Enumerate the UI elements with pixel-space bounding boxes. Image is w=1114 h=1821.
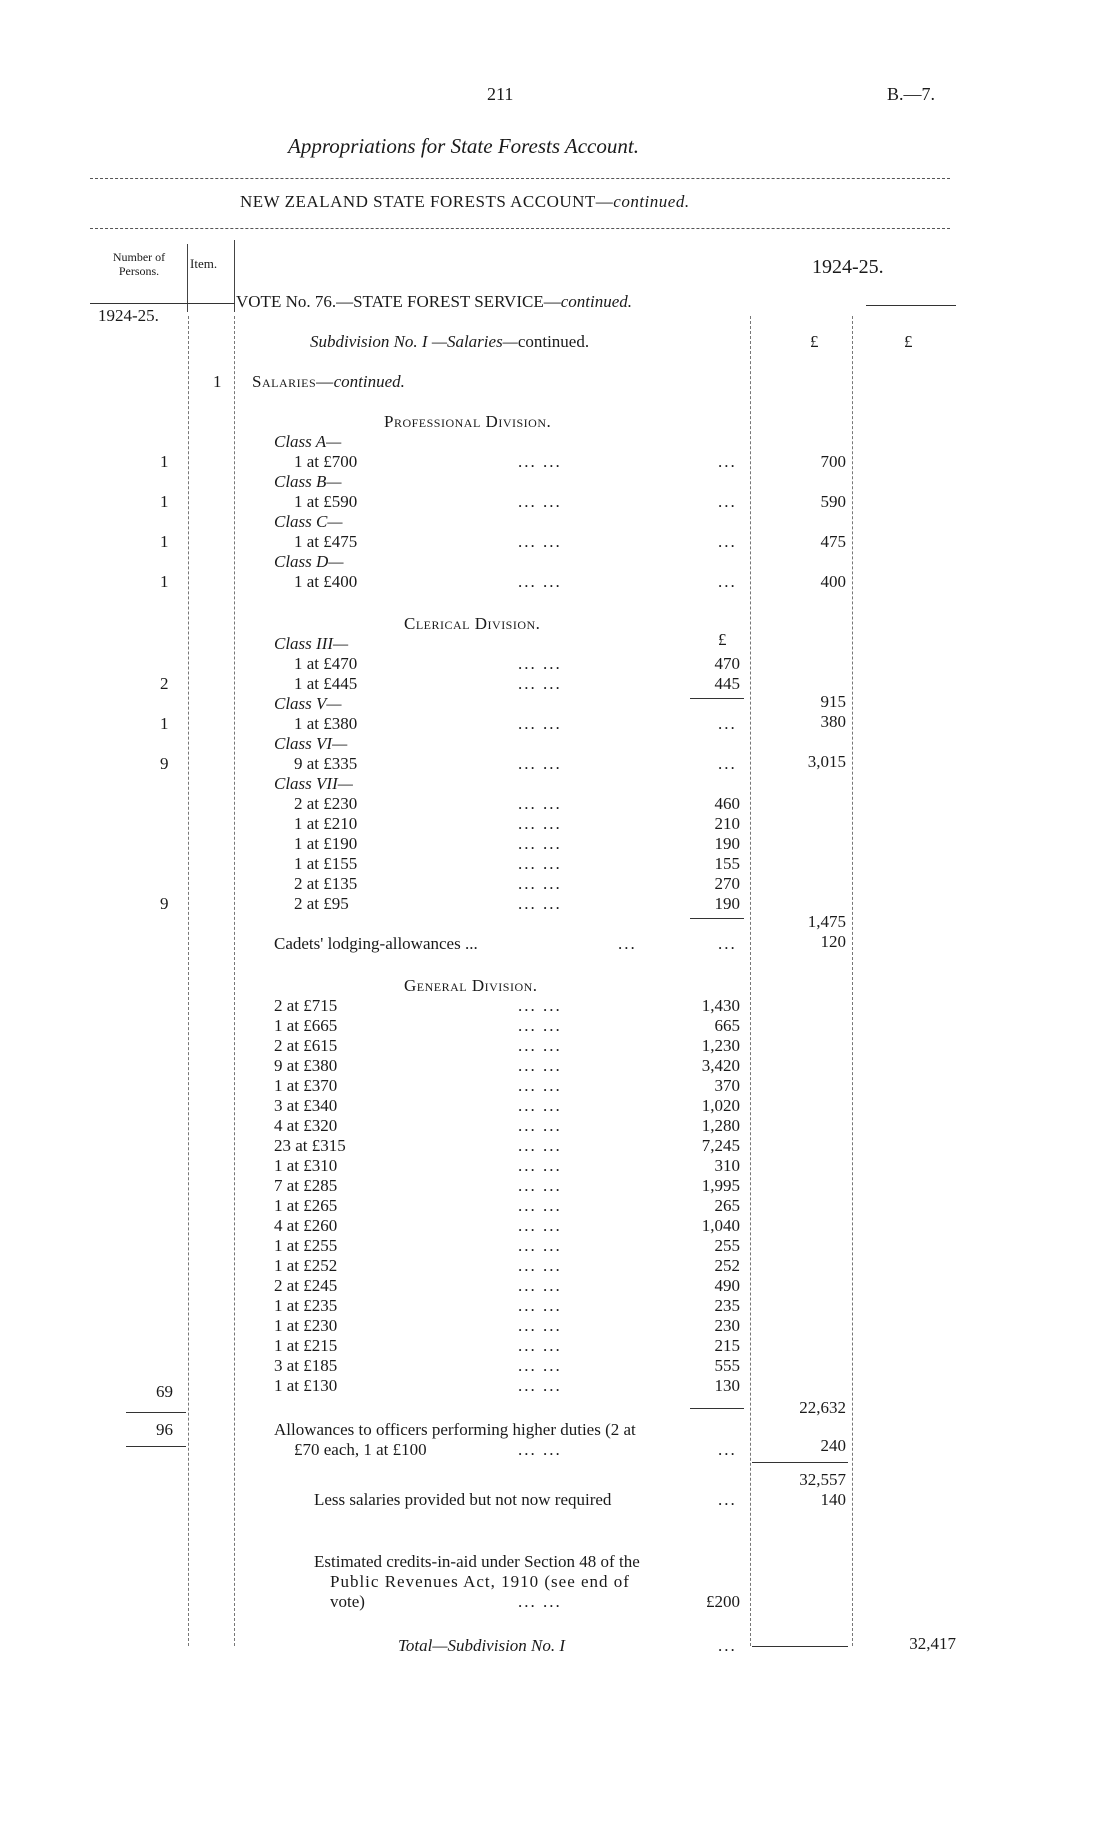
- class-total: 22,632: [799, 1398, 846, 1417]
- class-total: 1,475: [807, 912, 846, 931]
- leader-dots: ... ...: [518, 1296, 562, 1315]
- item-header: Item.: [190, 256, 218, 271]
- line-value: 1,230: [701, 1036, 740, 1055]
- salary-line: 1 at £155: [294, 854, 358, 873]
- rule: [752, 1646, 848, 1647]
- persons-count: 1: [160, 452, 169, 471]
- leader-dots: ...: [618, 934, 637, 953]
- salary-line: 2 at £715: [274, 996, 338, 1015]
- salary-line: 2 at £95: [294, 894, 349, 913]
- credits-label: Public Revenues Act, 1910 (see end of: [330, 1572, 630, 1591]
- leader-dots: ... ...: [518, 1216, 562, 1235]
- class-total: 400: [820, 572, 846, 591]
- line-value: 470: [714, 654, 740, 673]
- salary-line: 9 at £335: [294, 754, 358, 773]
- leader-dots: ... ...: [518, 1376, 562, 1395]
- persons-count: 1: [160, 532, 169, 551]
- persons-count: 2: [160, 674, 169, 693]
- persons-count: 1: [160, 492, 169, 511]
- rule: [752, 1462, 848, 1463]
- leader-dots: ...: [718, 934, 737, 953]
- leader-dots: ... ...: [518, 754, 562, 773]
- leader-dots: ... ...: [518, 1356, 562, 1375]
- leader-dots: ...: [718, 1440, 737, 1459]
- salary-line: 1 at £445: [294, 674, 358, 693]
- salary-line: 1 at £590: [294, 492, 358, 511]
- salary-line: 9 at £380: [274, 1056, 338, 1075]
- line-value: 1,995: [701, 1176, 740, 1195]
- cadets-label: Cadets' lodging-allowances ...: [274, 934, 478, 953]
- leader-dots: ... ...: [518, 1336, 562, 1355]
- salary-line: 2 at £135: [294, 874, 358, 893]
- year-header: 1924-25.: [812, 256, 884, 278]
- salary-line: 1 at £210: [294, 814, 358, 833]
- line-value: 190: [714, 894, 740, 913]
- class-total: 700: [820, 452, 846, 471]
- salary-line: 1 at £665: [274, 1016, 338, 1035]
- account-heading: NEW ZEALAND STATE FORESTS ACCOUNT—continued.: [240, 192, 690, 211]
- leader-dots: ...: [718, 714, 737, 733]
- line-value: 235: [714, 1296, 740, 1315]
- rule: [90, 303, 235, 304]
- salary-line: 1 at £400: [294, 572, 358, 591]
- rule: [750, 316, 751, 1646]
- leader-dots: ... ...: [518, 654, 562, 673]
- leader-dots: ... ...: [518, 1256, 562, 1275]
- salary-line: 1 at £235: [274, 1296, 338, 1315]
- leader-dots: ... ...: [518, 1096, 562, 1115]
- leader-dots: ... ...: [518, 1076, 562, 1095]
- salary-line: 2 at £615: [274, 1036, 338, 1055]
- page-number: 211: [487, 84, 514, 104]
- salary-line: 1 at £700: [294, 452, 358, 471]
- salary-line: 1 at £255: [274, 1236, 338, 1255]
- leader-dots: ... ...: [518, 794, 562, 813]
- salary-line: 1 at £265: [274, 1196, 338, 1215]
- line-value: 665: [714, 1016, 740, 1035]
- line-value: 270: [714, 874, 740, 893]
- pound-sign: £: [904, 332, 913, 351]
- leader-dots: ... ...: [518, 572, 562, 591]
- rule: [126, 1412, 186, 1413]
- total-label: Total—Subdivision No. I: [398, 1636, 566, 1655]
- rule: [188, 316, 189, 1646]
- class-label: Class C—: [274, 512, 343, 531]
- rule: [90, 228, 950, 229]
- line-value: 210: [714, 814, 740, 833]
- grand-total: 32,417: [909, 1634, 956, 1653]
- salary-line: 1 at £470: [294, 654, 358, 673]
- leader-dots: ... ...: [518, 1316, 562, 1335]
- line-value: 1,020: [701, 1096, 740, 1115]
- salary-line: 2 at £230: [294, 794, 358, 813]
- subtotal: 32,557: [799, 1470, 846, 1489]
- salary-line: 1 at £252: [274, 1256, 338, 1275]
- line-value: 445: [714, 674, 740, 693]
- line-value: 1,280: [701, 1116, 740, 1135]
- rule: [866, 305, 956, 306]
- pound-sign: £: [718, 630, 727, 649]
- item-number: 1: [213, 372, 222, 391]
- line-value: 7,245: [701, 1136, 740, 1155]
- document-reference: B.—7.: [887, 84, 936, 104]
- salary-line: 1 at £370: [274, 1076, 338, 1095]
- class-label: Class V—: [274, 694, 342, 713]
- salary-line: 3 at £185: [274, 1356, 338, 1375]
- class-total: 120: [820, 932, 846, 951]
- salary-line: 4 at £320: [274, 1116, 338, 1135]
- line-value: 3,420: [701, 1056, 740, 1075]
- clerical-division-heading: Clerical Division.: [404, 614, 541, 633]
- persons-count: 9: [160, 894, 169, 913]
- leader-dots: ... ...: [518, 1136, 562, 1155]
- line-value: 370: [714, 1076, 740, 1095]
- class-label: Class VI—: [274, 734, 348, 753]
- leader-dots: ... ...: [518, 674, 562, 693]
- leader-dots: ... ...: [518, 1016, 562, 1035]
- less-salaries-label: Less salaries provided but not now required: [314, 1490, 612, 1509]
- line-value: 1,040: [701, 1216, 740, 1235]
- line-value: 230: [714, 1316, 740, 1335]
- line-value: 190: [714, 834, 740, 853]
- persons-count: 69: [156, 1382, 173, 1401]
- line-value: 555: [714, 1356, 740, 1375]
- leader-dots: ... ...: [518, 1196, 562, 1215]
- leader-dots: ...: [718, 492, 737, 511]
- leader-dots: ... ...: [518, 1156, 562, 1175]
- leader-dots: ... ...: [518, 834, 562, 853]
- leader-dots: ... ...: [518, 854, 562, 873]
- credits-label: vote): [330, 1592, 365, 1611]
- class-total: 590: [820, 492, 846, 511]
- rule: [234, 316, 235, 1646]
- leader-dots: ... ...: [518, 1056, 562, 1075]
- leader-dots: ...: [718, 572, 737, 591]
- class-total: 240: [820, 1436, 846, 1455]
- line-value: 460: [714, 794, 740, 813]
- rule: [852, 316, 853, 1646]
- class-total: 915: [820, 692, 846, 711]
- leader-dots: ...: [718, 754, 737, 773]
- professional-division-heading: Professional Division.: [384, 412, 552, 431]
- line-value: 130: [714, 1376, 740, 1395]
- leader-dots: ... ...: [518, 814, 562, 833]
- persons-count: 1: [160, 714, 169, 733]
- salary-line: 1 at £230: [274, 1316, 338, 1335]
- leader-dots: ... ...: [518, 1276, 562, 1295]
- leader-dots: ... ...: [518, 1176, 562, 1195]
- salary-line: 3 at £340: [274, 1096, 338, 1115]
- class-total: 380: [820, 712, 846, 731]
- allowances-label: Allowances to officers performing higher duties (2 at: [274, 1420, 636, 1439]
- line-value: 265: [714, 1196, 740, 1215]
- line-value: 310: [714, 1156, 740, 1175]
- leader-dots: ... ...: [518, 1116, 562, 1135]
- rule: [187, 244, 188, 312]
- class-label: Class A—: [274, 432, 342, 451]
- line-value: 1,430: [701, 996, 740, 1015]
- leader-dots: ... ...: [518, 532, 562, 551]
- leader-dots: ...: [718, 1490, 737, 1509]
- line-value: 155: [714, 854, 740, 873]
- rule: [90, 178, 950, 179]
- persons-total: 96: [156, 1420, 173, 1439]
- salary-line: 1 at £475: [294, 532, 358, 551]
- subdivision-heading: Subdivision No. I —Salaries—continued.: [310, 332, 590, 351]
- salary-line: 23 at £315: [274, 1136, 346, 1155]
- leader-dots: ... ...: [518, 492, 562, 511]
- leader-dots: ...: [718, 532, 737, 551]
- leader-dots: ... ...: [518, 452, 562, 471]
- number-of-persons-header: Number of Persons.: [112, 250, 166, 278]
- page-title: Appropriations for State Forests Account.: [288, 134, 639, 158]
- pound-sign: £: [810, 332, 819, 351]
- persons-year-header: 1924-25.: [98, 306, 159, 325]
- salary-line: 1 at £310: [274, 1156, 338, 1175]
- credits-label: Estimated credits-in-aid under Section 48 of the: [314, 1552, 640, 1571]
- salary-line: 4 at £260: [274, 1216, 338, 1235]
- leader-dots: ...: [718, 1636, 737, 1655]
- class-total: 475: [820, 532, 846, 551]
- leader-dots: ... ...: [518, 1592, 562, 1611]
- class-label: Class D—: [274, 552, 344, 571]
- allowances-label: £70 each, 1 at £100: [294, 1440, 427, 1459]
- salary-line: 1 at £380: [294, 714, 358, 733]
- line-value: 255: [714, 1236, 740, 1255]
- class-label: Class III—: [274, 634, 349, 653]
- persons-count: 9: [160, 754, 169, 773]
- line-value: 252: [714, 1256, 740, 1275]
- class-label: Class B—: [274, 472, 342, 491]
- class-total: 3,015: [807, 752, 846, 771]
- less-value: 140: [820, 1490, 846, 1509]
- leader-dots: ...: [718, 452, 737, 471]
- salary-line: 1 at £215: [274, 1336, 338, 1355]
- salary-line: 7 at £285: [274, 1176, 338, 1195]
- rule: [690, 918, 744, 919]
- rule: [126, 1446, 186, 1447]
- leader-dots: ... ...: [518, 1440, 562, 1459]
- leader-dots: ... ...: [518, 1036, 562, 1055]
- leader-dots: ... ...: [518, 714, 562, 733]
- leader-dots: ... ...: [518, 1236, 562, 1255]
- rule: [690, 698, 744, 699]
- rule: [690, 1408, 744, 1409]
- salary-line: 1 at £190: [294, 834, 358, 853]
- leader-dots: ... ...: [518, 996, 562, 1015]
- persons-count: 1: [160, 572, 169, 591]
- salaries-heading: Salaries—continued.: [252, 372, 405, 391]
- vote-heading: VOTE No. 76.—STATE FOREST SERVICE—continued.: [236, 292, 632, 311]
- class-label: Class VII—: [274, 774, 353, 793]
- credits-amount: £200: [706, 1592, 740, 1611]
- leader-dots: ... ...: [518, 874, 562, 893]
- line-value: 490: [714, 1276, 740, 1295]
- line-value: 215: [714, 1336, 740, 1355]
- salary-line: 1 at £130: [274, 1376, 338, 1395]
- leader-dots: ... ...: [518, 894, 562, 913]
- general-division-heading: General Division.: [404, 976, 538, 995]
- salary-line: 2 at £245: [274, 1276, 338, 1295]
- rule: [234, 240, 235, 312]
